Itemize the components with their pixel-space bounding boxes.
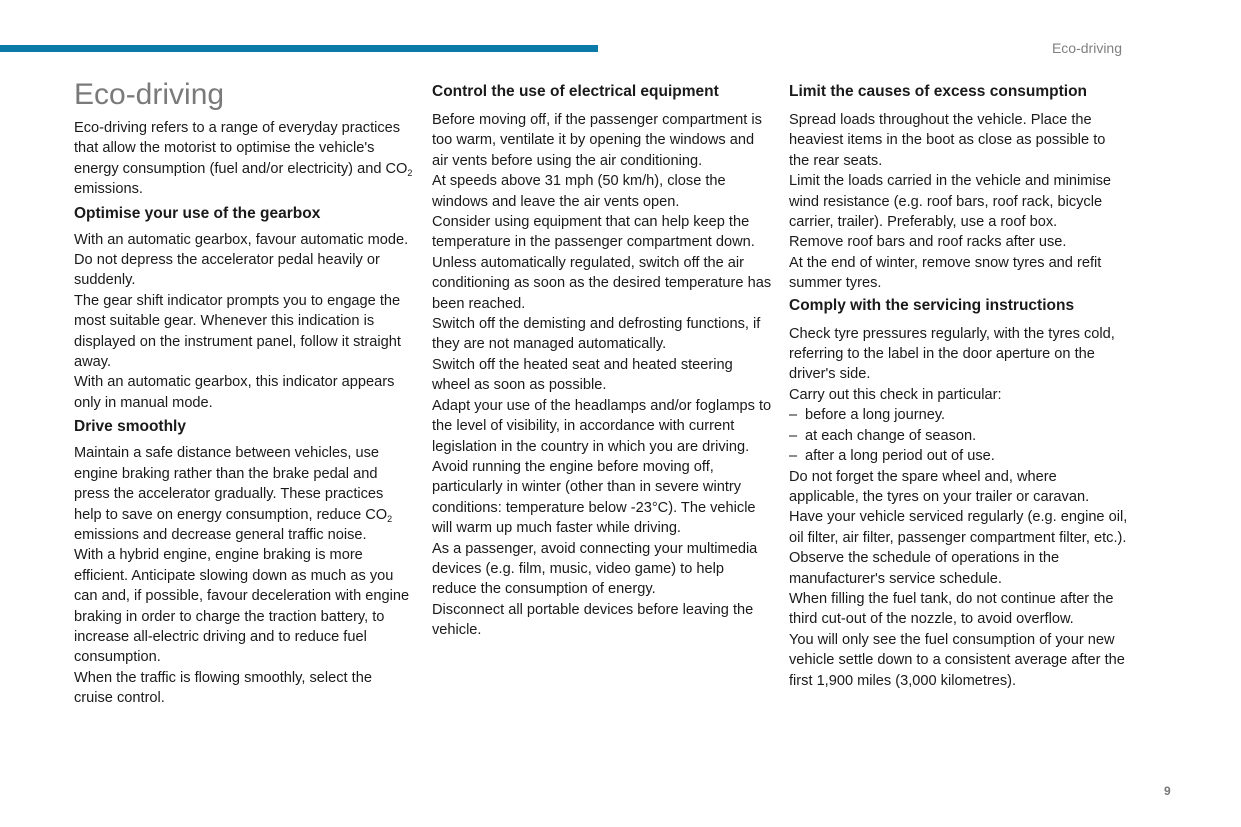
paragraph: Avoid running the engine before moving off, particularly in winter (other than in severe wintry conditions: temperature below -23°C). The vehicle will warm up much faster while driving. bbox=[432, 458, 756, 537]
running-header-title: Eco-driving bbox=[1051, 40, 1122, 56]
page-title: Eco-driving bbox=[74, 78, 225, 111]
paragraph: When filling the fuel tank, do not continue after the third cut-out of the nozzle, to avoid overflow. bbox=[789, 590, 1114, 628]
paragraph: At speeds above 31 mph (50 km/h), close the windows and leave the air vents open. bbox=[432, 173, 726, 210]
paragraph: Switch off the demisting and defrosting functions, if they are not managed automatically. bbox=[432, 316, 761, 353]
paragraph: Switch off the heated seat and heated steering wheel as soon as possible. bbox=[432, 356, 733, 394]
section-heading-servicing: Comply with the servicing instructions bbox=[789, 296, 1075, 314]
dash-bullet-icon: – bbox=[789, 407, 798, 424]
paragraph: Before moving off, if the passenger compartment is too warm, ventilate it by opening the windows and air vents before using the air conditioning. bbox=[432, 112, 762, 169]
paragraph: Check tyre pressures regularly, with the tyres cold, referring to the label in the door aperture on the driver's side. bbox=[789, 325, 1115, 383]
list-item bbox=[789, 426, 1129, 446]
column-3 bbox=[789, 80, 1129, 691]
paragraph: Do not forget the spare wheel and, where applicable, the tyres on your trailer or caravan. bbox=[789, 468, 1090, 505]
intro-text-a: Eco-driving refers to a range of everyday practices that allow the motorist to optimise the vehicle's energy consumption (fuel and/or electricity) and CO bbox=[74, 120, 408, 177]
paragraph: Consider using equipment that can help keep the temperature in the passenger compartment down. bbox=[432, 214, 755, 251]
section-heading-drive-smoothly: Drive smoothly bbox=[74, 418, 186, 436]
list-item bbox=[789, 446, 1129, 466]
list-item-text: before a long journey. bbox=[805, 407, 946, 424]
text: emissions and decrease general traffic noise. bbox=[74, 526, 367, 543]
column-1 bbox=[74, 80, 414, 709]
paragraph: You will only see the fuel consumption of your new vehicle settle down to a consistent average after the first 1,900 miles (3,000 kilometres). bbox=[789, 631, 1125, 689]
paragraph: With an automatic gearbox, favour automatic mode. Do not depress the accelerator pedal heavily or suddenly. bbox=[74, 231, 409, 289]
list-item-text: after a long period out of use. bbox=[805, 448, 995, 465]
intro-paragraph bbox=[74, 118, 414, 200]
dash-bullet-icon: – bbox=[789, 448, 798, 465]
list-item-text: at each change of season. bbox=[805, 427, 977, 444]
paragraph: With a hybrid engine, engine braking is more efficient. Anticipate slowing down as much as you can and, if possible, favour deceleration with engine braking in order to charge the traction battery, to increase all-electric driving and to reduce fuel consumption. bbox=[74, 547, 410, 666]
header-accent-bar bbox=[0, 45, 598, 52]
column-2 bbox=[432, 80, 772, 641]
paragraph: Carry out this check in particular: bbox=[789, 386, 1002, 403]
paragraph: As a passenger, avoid connecting your multimedia devices (e.g. film, music, video game) to help reduce the consumption of energy. bbox=[432, 540, 758, 598]
section-heading-gearbox: Optimise your use of the gearbox bbox=[74, 204, 321, 222]
list-item bbox=[789, 405, 1129, 425]
subscript: 2 bbox=[387, 513, 393, 524]
paragraph bbox=[74, 443, 414, 545]
paragraph: Adapt your use of the headlamps and/or foglamps to the level of visibility, in accordance with current legislation in the country in which you are driving. bbox=[432, 397, 772, 455]
dash-bullet-icon: – bbox=[789, 427, 798, 444]
paragraph: Remove roof bars and roof racks after use. bbox=[789, 234, 1067, 251]
intro-text-b: emissions. bbox=[74, 181, 143, 198]
subscript: 2 bbox=[407, 167, 413, 178]
paragraph: At the end of winter, remove snow tyres and refit summer tyres. bbox=[789, 254, 1102, 292]
paragraph: Spread loads throughout the vehicle. Place the heaviest items in the boot as close as possible to the rear seats. bbox=[789, 112, 1106, 169]
paragraph: Disconnect all portable devices before leaving the vehicle. bbox=[432, 601, 754, 639]
section-heading-excess-consumption: Limit the causes of excess consumption bbox=[789, 83, 1088, 100]
paragraph: Unless automatically regulated, switch off the air conditioning as soon as the desired temperature has been reached. bbox=[432, 254, 772, 312]
paragraph: With an automatic gearbox, this indicator appears only in manual mode. bbox=[74, 374, 395, 411]
paragraph: When the traffic is flowing smoothly, select the cruise control. bbox=[74, 669, 372, 707]
paragraph: The gear shift indicator prompts you to engage the most suitable gear. Whenever this indication is displayed on the instrument panel, follow it straight away. bbox=[74, 292, 401, 371]
page-number: 9 bbox=[1164, 784, 1171, 798]
paragraph: Limit the loads carried in the vehicle and minimise wind resistance (e.g. roof bars, roof rack, bicycle carrier, trailer). Preferably, use a roof box. bbox=[789, 173, 1112, 231]
text: Maintain a safe distance between vehicles, use engine braking rather than the brake pedal and press the accelerator gradually. These practices help to save on energy consumption, reduce CO bbox=[74, 445, 388, 523]
paragraph: Have your vehicle serviced regularly (e.g. engine oil, oil filter, air filter, passenger compartment filter, etc.). Observe the schedule of operations in the manufacturer's service schedule. bbox=[789, 509, 1128, 587]
section-heading-electrical: Control the use of electrical equipment bbox=[432, 83, 719, 100]
